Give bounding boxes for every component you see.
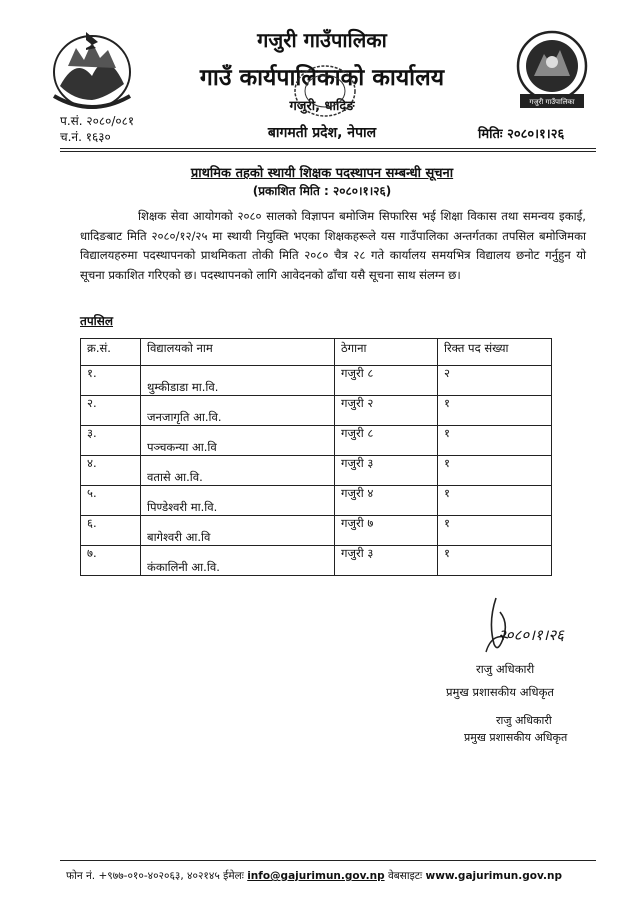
signer-name: राजु अधिकारी (476, 662, 535, 676)
row-address: गजुरी ७ (335, 516, 438, 546)
row-address: गजुरी ३ (335, 546, 438, 576)
row-sn: ३. (81, 426, 141, 456)
row-sn: २. (81, 396, 141, 426)
row-posts: १ (438, 516, 552, 546)
svg-text:गजुरी गाउँपालिका: गजुरी गाउँपालिका (529, 98, 575, 106)
footer-divider (60, 860, 596, 861)
row-sn: १. (81, 366, 141, 396)
header-divider-thin (60, 151, 596, 152)
fiscal-year: प.सं. २०८०/०८१ (60, 114, 135, 128)
vacancy-table (80, 338, 552, 576)
table-row (81, 546, 552, 576)
stamp-title: प्रमुख प्रशासकीय अधिकृत (464, 731, 568, 744)
header-divider (60, 148, 596, 149)
col-header-address: ठेगाना (335, 339, 438, 366)
row-sn: ४. (81, 456, 141, 486)
table-row (81, 456, 552, 486)
col-header-sn: क्र.सं. (81, 339, 141, 366)
office-seal (290, 62, 360, 120)
notice-published-date: (प्रकाशित मिति : २०८०।१।२६) (252, 184, 392, 198)
row-school: पिण्डेश्वरी मा.वि. (141, 486, 335, 516)
row-school: बागेश्वरी आ.वि (141, 516, 335, 546)
row-school: कंकालिनी आ.वि. (141, 546, 335, 576)
signer-title: प्रमुख प्रशासकीय अधिकृत (446, 685, 554, 699)
dispatch-number: च.नं. १६३० (60, 130, 111, 144)
col-header-school: विद्यालयको नाम (141, 339, 335, 366)
row-posts: १ (438, 426, 552, 456)
table-row (81, 426, 552, 456)
row-sn: ५. (81, 486, 141, 516)
issue-date: मितिः २०८०।१।२६ (478, 127, 565, 142)
row-posts: २ (438, 366, 552, 396)
footer-email-label: ईमेलः (223, 870, 244, 882)
row-sn: ७. (81, 546, 141, 576)
table-row (81, 366, 552, 396)
row-posts: १ (438, 546, 552, 576)
footer-website-link[interactable]: www.gajurimun.gov.np (425, 870, 562, 882)
notice-body: शिक्षक सेवा आयोगको २०८० सालको विज्ञापन बमोजिम सिफारिस भई शिक्षा विकास तथा समन्वय इकाई, धादिङबाट मिति २०८०/१२/२५ मा स्थायी नियुक्ति भएका शिक्षकहरूले यस गाउँपालिका अन्तर्गतका तपसिल बमोजिमका विद्यालयहरुमा पदस्थापनको प्राथमिकता तोकी मिति २०८० चैत्र २८ गते कार्यालय समयभित्र विद्यालय छनोट गर्नुहुन यो सूचना प्रकाशित गरिएको छ। पदस्थापनको लागि आवेदनको ढाँचा यसै सूचना साथ संलग्न छ। (80, 209, 586, 282)
office-name: गाउँ कार्यपालिकाको कार्यालय (199, 65, 445, 91)
municipality-name: गजुरी गाउँपालिका (257, 28, 387, 52)
province-line: बागमती प्रदेश, नेपाल (267, 125, 377, 141)
row-address: गजुरी ८ (335, 426, 438, 456)
row-address: गजुरी ४ (335, 486, 438, 516)
footer-website-label: वेबसाइटः (387, 870, 423, 882)
table-row (81, 486, 552, 516)
table-header-row (81, 339, 552, 366)
table-row (81, 516, 552, 546)
row-posts: १ (438, 456, 552, 486)
row-posts: १ (438, 486, 552, 516)
row-address: गजुरी ३ (335, 456, 438, 486)
handwritten-date: २०८०।१।२६ (498, 626, 564, 644)
row-sn: ६. (81, 516, 141, 546)
row-address: गजुरी २ (335, 396, 438, 426)
row-school: वतासे आ.वि. (141, 456, 335, 486)
row-school: जनजागृति आ.वि. (141, 396, 335, 426)
footer-email-link[interactable]: info@gajurimun.gov.np (247, 870, 385, 882)
row-school: थुम्कीडाडा मा.वि. (141, 366, 335, 396)
table-row (81, 396, 552, 426)
stamp-name: राजु अधिकारी (496, 714, 552, 727)
footer-contact (66, 869, 562, 883)
office-place: गजुरी, धादिङ (289, 99, 355, 114)
row-address: गजुरी ८ (335, 366, 438, 396)
row-posts: १ (438, 396, 552, 426)
row-school: पञ्चकन्या आ.वि (141, 426, 335, 456)
notice-title: प्राथमिक तहको स्थायी शिक्षक पदस्थापन सम्बन्धी सूचना (190, 166, 454, 181)
table-heading: तपसिल (80, 314, 114, 328)
footer-phone: फोन नं. +९७७-०१०-४०२०६३, ४०२१४५ (66, 870, 220, 882)
col-header-posts: रिक्त पद संख्या (438, 339, 552, 366)
